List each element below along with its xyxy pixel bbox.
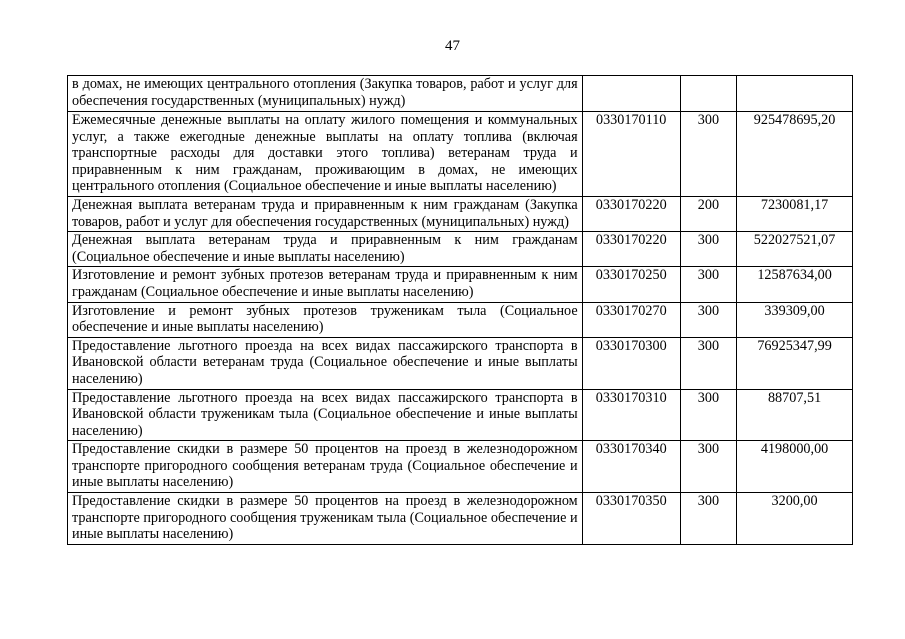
row-code-cell: 0330170350	[582, 493, 680, 545]
row-name-cell: Денежная выплата ветеранам труда и приравненным к ним гражданам (Закупка товаров, работ и услуг для обеспечения государственных (муниципальных) нужд)	[68, 196, 583, 231]
row-code-cell: 0330170310	[582, 389, 680, 441]
row-amount-cell: 7230081,17	[737, 196, 853, 231]
row-name-cell: Ежемесячные денежные выплаты на оплату жилого помещения и коммунальных услуг, а также ежегодные денежные выплаты на оплату топлива (включая транспортные расходы для доставки этого топлива) ветеранам труда и приравненным к ним гражданам, проживающим в домах, не имеющих центрального отопления (Социальное обеспечение и иные выплаты населению)	[68, 112, 583, 197]
row-amount-cell	[737, 76, 853, 112]
row-name-cell: в домах, не имеющих центрального отопления (Закупка товаров, работ и услуг для обеспечения государственных (муниципальных) нужд)	[68, 76, 583, 112]
table-row	[68, 76, 853, 112]
row-type-cell: 300	[680, 267, 736, 302]
budget-table	[67, 75, 853, 545]
row-name-cell: Изготовление и ремонт зубных протезов труженикам тыла (Социальное обеспечение и иные выплаты населению)	[68, 302, 583, 337]
row-code-cell: 0330170300	[582, 337, 680, 389]
table-row	[68, 337, 853, 389]
row-name-cell: Предоставление скидки в размере 50 процентов на проезд в железнодорожном транспорте пригородного сообщения труженикам тыла (Социальное обеспечение и иные выплаты населению)	[68, 493, 583, 545]
row-type-cell: 300	[680, 232, 736, 267]
row-amount-cell: 4198000,00	[737, 441, 853, 493]
row-type-cell: 300	[680, 389, 736, 441]
row-code-cell: 0330170250	[582, 267, 680, 302]
row-code-cell: 0330170270	[582, 302, 680, 337]
row-code-cell	[582, 76, 680, 112]
row-amount-cell: 3200,00	[737, 493, 853, 545]
table-row	[68, 389, 853, 441]
page-number: 47	[445, 38, 460, 54]
row-type-cell: 300	[680, 337, 736, 389]
row-code-cell: 0330170220	[582, 232, 680, 267]
row-amount-cell: 522027521,07	[737, 232, 853, 267]
table-row	[68, 267, 853, 302]
row-type-cell: 200	[680, 196, 736, 231]
row-type-cell: 300	[680, 493, 736, 545]
row-amount-cell: 339309,00	[737, 302, 853, 337]
row-type-cell: 300	[680, 441, 736, 493]
row-type-cell	[680, 76, 736, 112]
row-name-cell: Предоставление льготного проезда на всех видах пассажирского транспорта в Ивановской области ветеранам труда (Социальное обеспечение и иные выплаты населению)	[68, 337, 583, 389]
row-code-cell: 0330170340	[582, 441, 680, 493]
table-row	[68, 302, 853, 337]
row-type-cell: 300	[680, 112, 736, 197]
table-row	[68, 493, 853, 545]
row-code-cell: 0330170220	[582, 196, 680, 231]
row-amount-cell: 76925347,99	[737, 337, 853, 389]
row-name-cell: Предоставление скидки в размере 50 процентов на проезд в железнодорожном транспорте пригородного сообщения ветеранам труда (Социальное обеспечение и иные выплаты населению)	[68, 441, 583, 493]
table-row	[68, 196, 853, 231]
table-row	[68, 441, 853, 493]
row-amount-cell: 88707,51	[737, 389, 853, 441]
row-name-cell: Изготовление и ремонт зубных протезов ветеранам труда и приравненным к ним гражданам (Социальное обеспечение и иные выплаты населению)	[68, 267, 583, 302]
table-row	[68, 112, 853, 197]
row-amount-cell: 12587634,00	[737, 267, 853, 302]
row-type-cell: 300	[680, 302, 736, 337]
row-code-cell: 0330170110	[582, 112, 680, 197]
table-row	[68, 232, 853, 267]
row-name-cell: Предоставление льготного проезда на всех видах пассажирского транспорта в Ивановской области труженикам тыла (Социальное обеспечение и иные выплаты населению)	[68, 389, 583, 441]
row-name-cell: Денежная выплата ветеранам труда и приравненным к ним гражданам (Социальное обеспечение и иные выплаты населению)	[68, 232, 583, 267]
row-amount-cell: 925478695,20	[737, 112, 853, 197]
